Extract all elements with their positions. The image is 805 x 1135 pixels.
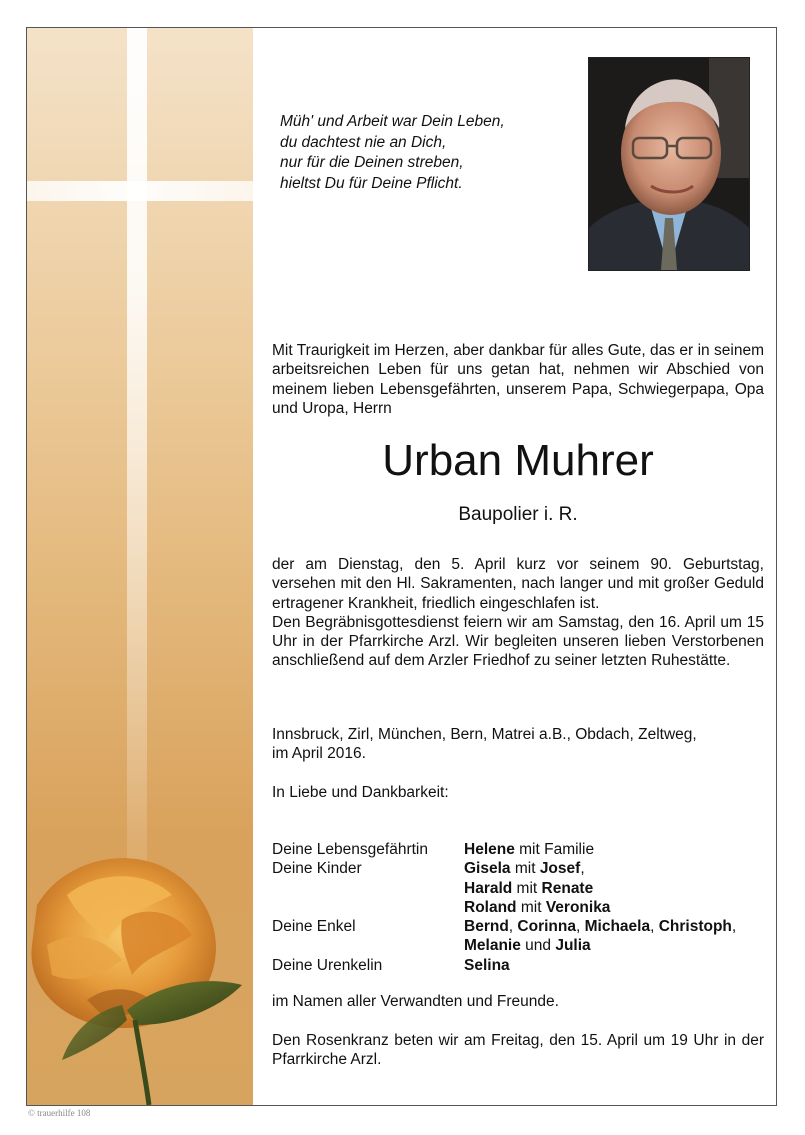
relatives-row: Harald mit Renate — [464, 879, 594, 897]
relatives-row: Roland mit Veronika — [464, 898, 611, 916]
poem-line: nur für die Deinen streben, — [280, 154, 464, 171]
poem-line: du dachtest nie an Dich, — [280, 133, 447, 151]
death-notice-text: der am Dienstag, den 5. April kurz vor seinem 90. Geburtstag, versehen mit den Hl. Sakramenten, nach langer und mit großer Geduld ertragener Krankheit, friedlich eingeschlafen ist. — [272, 556, 764, 612]
relatives-row: Deine Kinder Gisela mit Josef, — [272, 860, 585, 878]
relatives-row: Deine Lebensgefährtin Helene mit Familie — [272, 841, 595, 858]
date: im April 2016. — [272, 745, 366, 763]
relatives-list — [272, 840, 736, 975]
poem — [280, 112, 505, 194]
deceased-name: Urban Muhrer — [382, 436, 654, 485]
poem-line: Müh' und Arbeit war Dein Leben, — [280, 113, 505, 130]
relatives-row: Melanie und Julia — [464, 937, 591, 955]
cross-horizontal-beam — [27, 181, 253, 201]
copyright-note: © trauerhilfe 108 — [28, 1108, 91, 1118]
rosary-text: Den Rosenkranz beten wir am Freitag, den 15. April um 19 Uhr in der Pfarrkirche Arzl. — [272, 1032, 764, 1069]
obituary-card — [26, 27, 777, 1106]
death-notice — [272, 555, 764, 671]
intro-text: Mit Traurigkeit im Herzen, aber dankbar für alles Gute, das er in seinem arbeitsreichen Leben für uns getan hat, nehmen wir Abschied von meinem lieben Lebensgefährten, unserem Papa, Schwiegerpapa, Opa und Uropa, Herrn — [272, 342, 764, 417]
deceased-title: Baupolier i. R. — [458, 504, 578, 525]
decorative-side-panel — [27, 28, 253, 1105]
on-behalf-line: im Namen aller Verwandten und Freunde. — [272, 993, 559, 1010]
poem-line: hieltst Du für Deine Pflicht. — [280, 174, 463, 192]
relatives-row: Deine Urenkelin Selina — [272, 956, 510, 974]
portrait-photo — [588, 57, 750, 271]
places: Innsbruck, Zirl, München, Bern, Matrei a.B., Obdach, Zeltweg, — [272, 726, 697, 743]
rose-image — [27, 835, 253, 1105]
relatives-row: Deine Enkel Bernd, Corinna, Michaela, Christoph, — [272, 918, 737, 936]
places-and-date — [272, 725, 764, 764]
closing-line: In Liebe und Dankbarkeit: — [272, 784, 449, 801]
funeral-text: Den Begräbnisgottesdienst feiern wir am Samstag, den 16. April um 15 Uhr in der Pfarrkirche Arzl. Wir begleiten unseren lieben Verstorbenen anschließend auf dem Arzler Friedhof zu seiner letzten Ruhestätte. — [272, 613, 764, 670]
